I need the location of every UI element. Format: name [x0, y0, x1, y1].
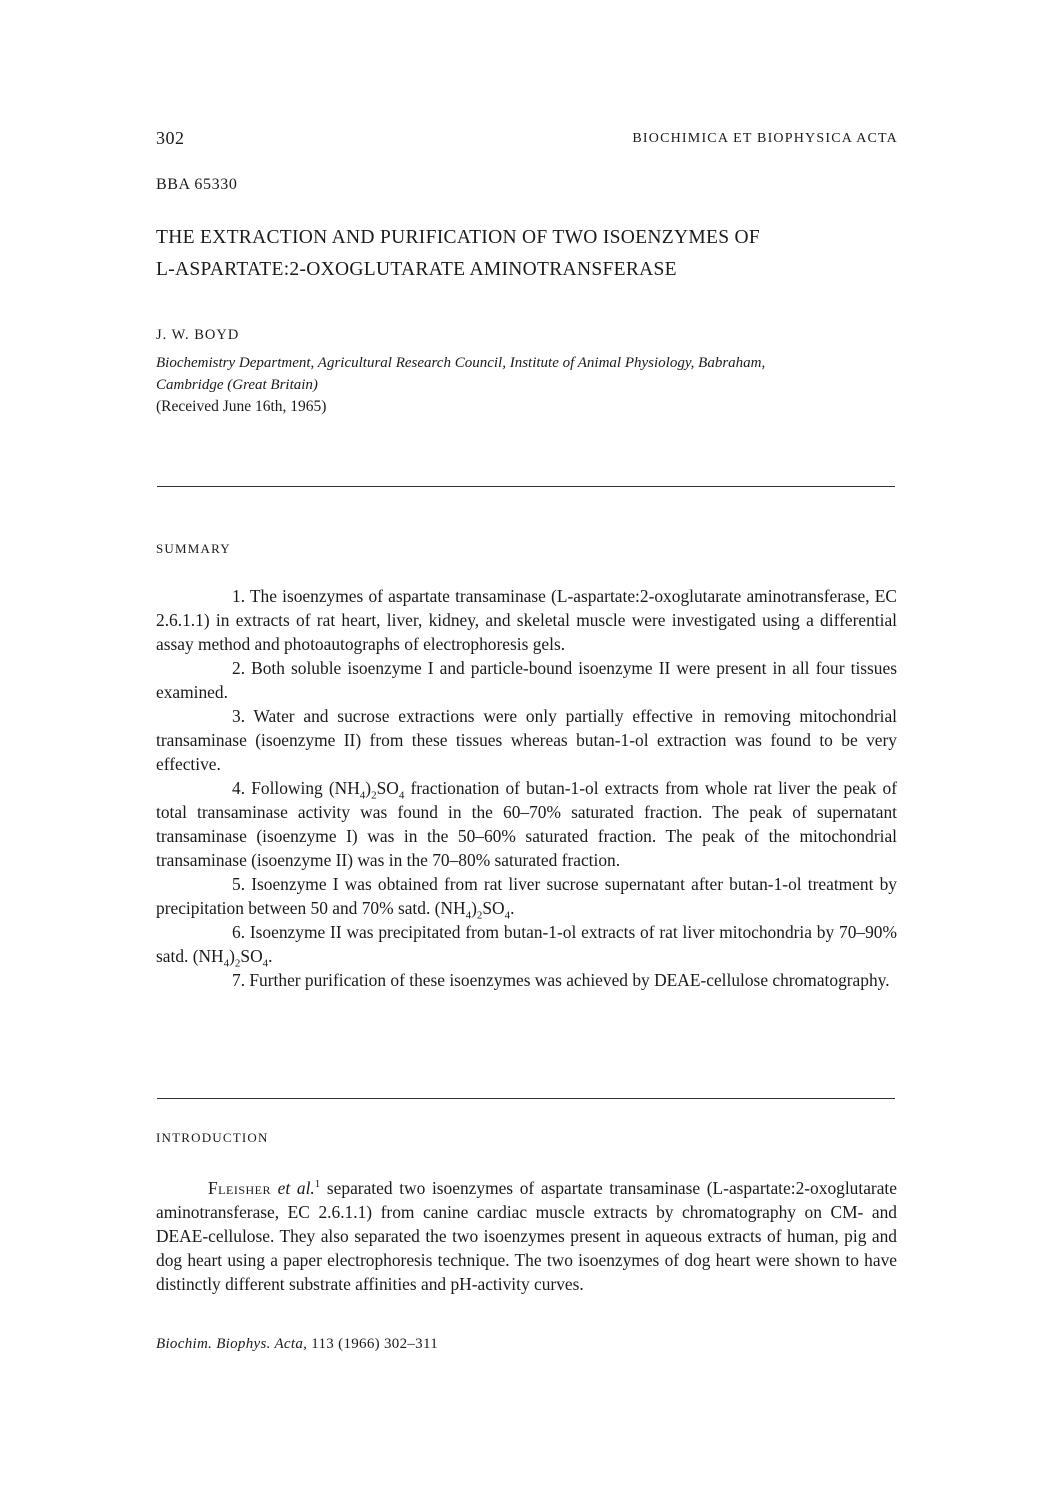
introduction-body [156, 1176, 897, 1296]
journal-running-head: BIOCHIMICA ET BIOPHYSICA ACTA [632, 131, 898, 146]
reference-marker[interactable]: 1 [314, 1178, 321, 1191]
summary-point-5: 5. Isoenzyme I was obtained from rat liver sucrose supernatant after butan-1-ol treatment by precipitation between 50 and 70% satd. $(NH_4)_2SO_4$. [156, 874, 897, 922]
affiliation-line-2: Cambridge (Great Britain) [156, 377, 318, 393]
paper-title [156, 222, 916, 286]
affiliation-line-1: Biochemistry Department, Agricultural Research Council, Institute of Animal Physiology, Babraham, [156, 355, 766, 371]
introduction-paragraph: Fleisher et al.$^1$ separated two isoenzymes of aspartate transaminase (L-aspartate:2-oxoglutarate aminotransferase, EC 2.6.1.1) from canine cardiac muscle extracts by chromatography on CM- and DEAE-cellulose. They also separated the two isoenzymes present in aqueous extracts of human, pig and dog heart using a paper electrophoresis technique. The two isoenzymes of dog heart were shown to have distinctly different substrate affinities and pH-activity curves. [156, 1178, 897, 1294]
summary-point-2: 2. Both soluble isoenzyme I and particle-bound isoenzyme II were present in all four tissues examined. [156, 658, 897, 702]
title-line-2: L-ASPARTATE:2-OXOGLUTARATE AMINOTRANSFERASE [156, 259, 677, 280]
title-line-1: THE EXTRACTION AND PURIFICATION OF TWO ISOENZYMES OF [156, 227, 761, 248]
footer-citation: Biochim. Biophys. Acta, 113 (1966) 302–311 [156, 1336, 439, 1352]
bba-id: BBA 65330 [156, 176, 238, 193]
summary-body [156, 584, 897, 992]
summary-point-4: 4. Following $(NH_4)_2SO_4$ fractionation of butan-1-ol extracts from whole rat liver the peak of total transaminase activity was found in the 60–70% saturated fraction. The peak of supernatant transaminase (isoenzyme I) was in the 50–60% saturated fraction. The peak of the mitochondrial transaminase (isoenzyme II) was in the 70–80% saturated fraction. [156, 778, 897, 870]
page-number: 302 [156, 128, 185, 148]
cited-author: Fleisher [208, 1178, 272, 1198]
summary-point-7: 7. Further purification of these isoenzymes was achieved by DEAE-cellulose chromatography. [232, 970, 890, 990]
introduction-heading: INTRODUCTION [156, 1130, 269, 1145]
author: J. W. BOYD [156, 327, 240, 343]
summary-heading: SUMMARY [156, 541, 231, 556]
summary-point-6: 6. Isoenzyme II was precipitated from butan-1-ol extracts of rat liver mitochondria by 70–90% satd. $(NH_4)_2SO_4$. [156, 922, 897, 970]
summary-point-3: 3. Water and sucrose extractions were only partially effective in removing mitochondrial transaminase (isoenzyme II) from these tissues whereas butan-1-ol extraction was found to be very effective. [156, 706, 897, 774]
summary-point-1: 1. The isoenzymes of aspartate transaminase (L-aspartate:2-oxoglutarate aminotransferase, EC 2.6.1.1) in extracts of rat heart, liver, kidney, and skeletal muscle were investigated using a differential assay method and photoautographs of electrophoresis gels. [156, 586, 897, 654]
divider-top [157, 486, 895, 487]
received-date: (Received June 16th, 1965) [156, 398, 327, 415]
divider-bottom [157, 1098, 895, 1099]
affiliation [156, 352, 916, 396]
